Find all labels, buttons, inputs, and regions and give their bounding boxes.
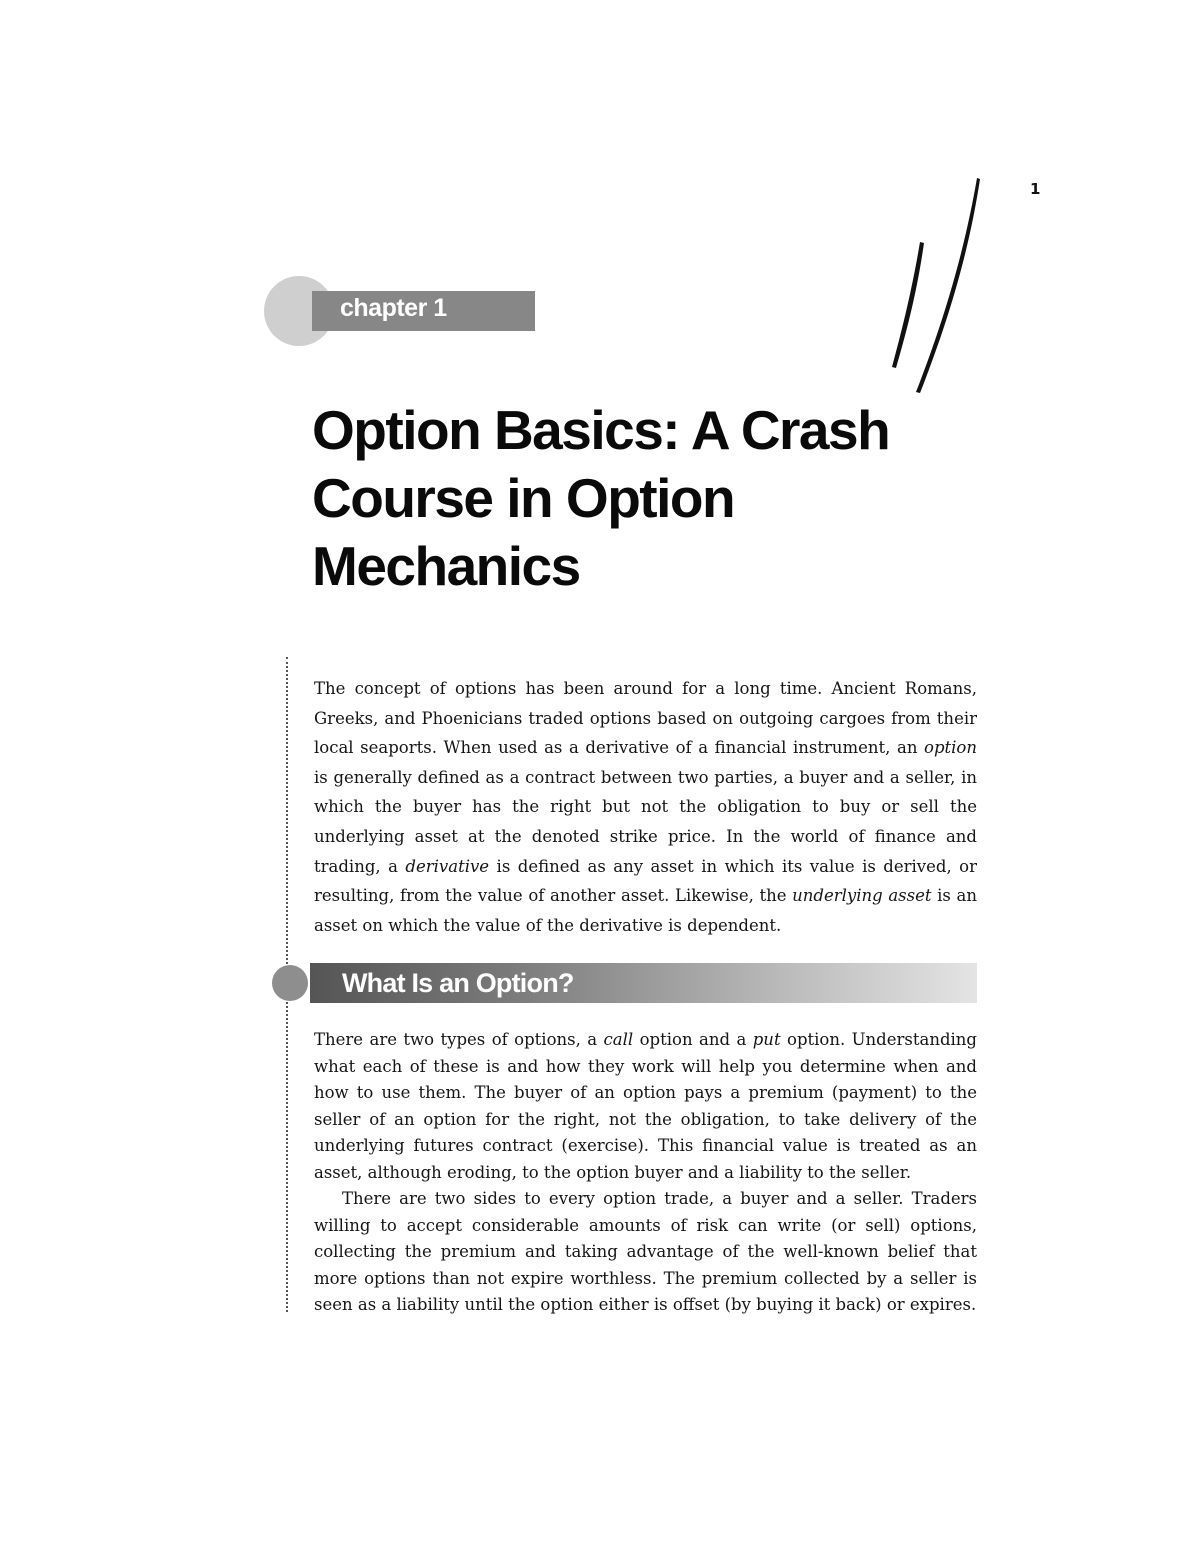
- intro-text-b: is generally defined as a contract between two parties, a buyer and a seller, in which the buyer has the right but not the obligation to buy or sell the underlying asset at the denoted strike price. In the world of finance and trading, a: [314, 767, 977, 876]
- term-put: put: [752, 1030, 781, 1049]
- double-slash-icon: [880, 170, 990, 400]
- chapter-tab: [264, 276, 544, 348]
- section-paragraph-2: There are two sides to every option trade, a buyer and a seller. Traders willing to accept considerable amounts of risk can write (or sell) options, collecting the premium and taking advantage of the well-known belief that more options than not expire worthless. The premium collected by a seller is seen as a liability until the option either is offset (by buying it back) or expires.: [314, 1189, 977, 1315]
- section-paragraph-1: [314, 1027, 977, 1187]
- section-text-a: There are two types of options, a: [314, 1030, 604, 1049]
- intro-text-a: The concept of options has been around for a long time. Ancient Romans, Greeks, and Phoenicians traded options based on outgoing cargoes from their local seaports. When used as a derivative of a financial instrument, an: [314, 679, 977, 758]
- chapter-title-line2: Course in Option Mechanics: [312, 467, 735, 597]
- term-underlying-asset: underlying asset: [792, 886, 932, 906]
- section-text-b: option and a: [633, 1030, 753, 1049]
- section-circle-decoration: [272, 965, 308, 1001]
- chapter-label: chapter 1: [340, 294, 447, 322]
- chapter-title: [312, 396, 1012, 600]
- term-call: call: [603, 1030, 634, 1049]
- intro-text-d: is an asset on which the value of the derivative is dependent.: [314, 886, 977, 935]
- intro-text-c: is defined as any asset in which its value is derived, or resulting, from the value of another asset. Likewise, the: [314, 856, 977, 906]
- intro-paragraph: [314, 674, 977, 940]
- section-text-c: option. Understanding what each of these is and how they work will help you determine when and how to use them. The buyer of an option pays a premium (payment) to the seller of an option for the right, not the obligation, to take delivery of the underlying futures contract (exercise). This financial value is treated as an asset, although eroding, to the option buyer and a liability to the seller.: [314, 1030, 977, 1182]
- page-number: 1: [1030, 180, 1041, 198]
- section-heading: What Is an Option?: [342, 968, 574, 998]
- term-derivative: derivative: [405, 856, 490, 876]
- term-option: option: [924, 738, 977, 758]
- chapter-title-line1: Option Basics: A Crash: [312, 399, 890, 461]
